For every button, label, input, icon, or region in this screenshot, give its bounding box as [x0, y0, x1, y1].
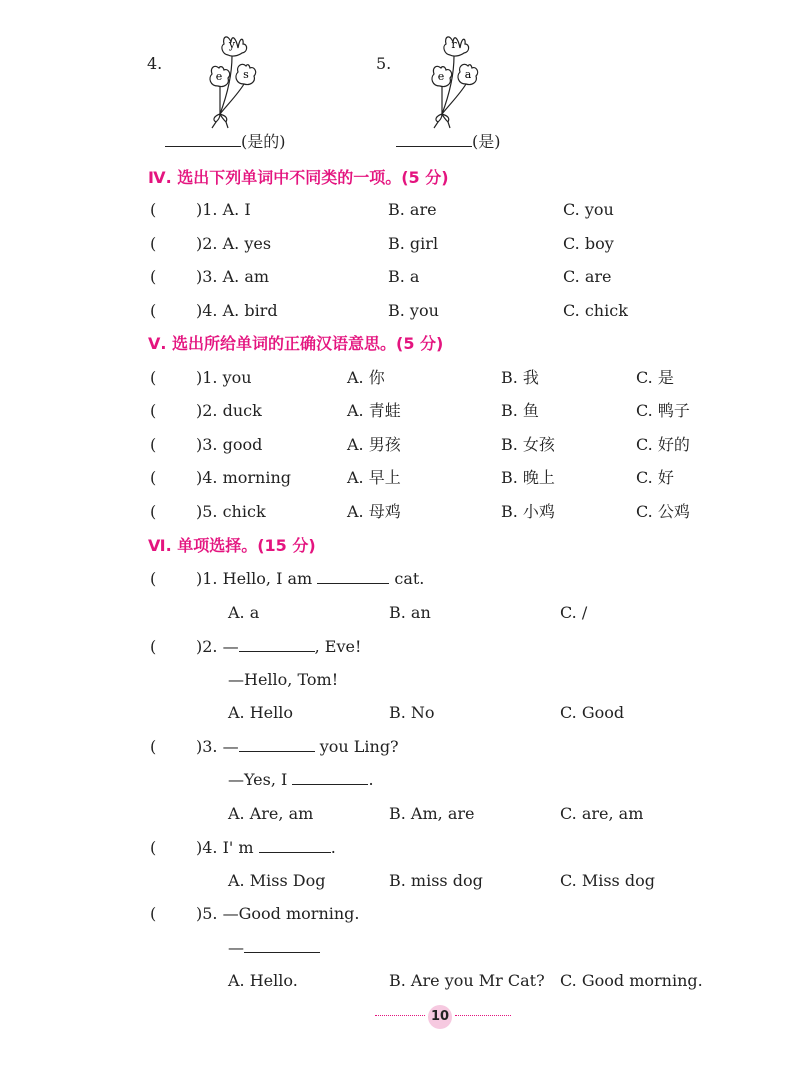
- question-text: )4. A. bird: [196, 301, 278, 320]
- answer-blank[interactable]: [239, 737, 315, 752]
- balloon-letter: r: [451, 38, 457, 51]
- section-4-title: Ⅳ. 选出下列单词中不同类的一项。(5 分): [148, 168, 449, 187]
- answer-paren[interactable]: (: [150, 737, 157, 756]
- balloon-letter: e: [437, 70, 445, 83]
- option-b: B. Am, are: [389, 804, 475, 823]
- question-text: )3. A. am: [196, 267, 270, 286]
- balloon-letter: a: [464, 68, 472, 81]
- dialogue-line: —Hello, Tom!: [228, 670, 339, 689]
- option-a: A. 你: [347, 368, 385, 387]
- answer-paren[interactable]: (: [150, 904, 157, 923]
- footer-divider-left: [375, 1015, 425, 1016]
- option-b: B. are: [388, 200, 437, 219]
- section-5-title: Ⅴ. 选出所给单词的正确汉语意思。(5 分): [148, 334, 444, 353]
- option-a: A. 青蛙: [347, 401, 401, 420]
- option-b: B. an: [389, 603, 431, 622]
- question-text: )1. Hello, I am cat.: [196, 569, 425, 588]
- answer-paren[interactable]: (: [150, 301, 157, 320]
- answer-paren[interactable]: (: [150, 267, 157, 286]
- question-text: )1. A. I: [196, 200, 251, 219]
- answer-blank[interactable]: [239, 637, 315, 652]
- dialogue-line: —Yes, I .: [228, 770, 374, 789]
- option-c: C. Good: [560, 703, 625, 722]
- option-c: C. /: [560, 603, 588, 622]
- option-c: C. 好的: [636, 435, 690, 454]
- answer-paren[interactable]: (: [150, 569, 157, 588]
- answer-paren[interactable]: (: [150, 502, 157, 521]
- answer-paren[interactable]: (: [150, 200, 157, 219]
- option-c: C. Good morning.: [560, 971, 703, 990]
- answer-paren[interactable]: (: [150, 401, 157, 420]
- option-a: A. Hello.: [228, 971, 298, 990]
- option-a: A. Miss Dog: [228, 871, 326, 890]
- balloon-letter: y: [228, 38, 236, 51]
- option-b: B. you: [388, 301, 439, 320]
- item-5-answer: (是): [396, 132, 501, 152]
- option-a: A. a: [228, 603, 260, 622]
- option-c: C. 是: [636, 368, 674, 387]
- dialogue-line: —: [228, 938, 320, 958]
- option-a: A. 男孩: [347, 435, 401, 454]
- answer-paren[interactable]: (: [150, 468, 157, 487]
- question-text: )5. —Good morning.: [196, 904, 360, 923]
- option-a: A. 母鸡: [347, 502, 401, 521]
- balloon-cluster-4: [198, 28, 268, 132]
- item-4-answer: (是的): [165, 132, 286, 152]
- option-c: C. are: [563, 267, 612, 286]
- item-4-number: 4.: [147, 54, 163, 73]
- question-text: )5. chick: [196, 502, 266, 521]
- question-text: )2. — , Eve!: [196, 637, 362, 656]
- balloon-cluster-5: [420, 28, 490, 132]
- option-c: C. chick: [563, 301, 628, 320]
- option-c: C. 公鸡: [636, 502, 690, 521]
- item-5-number: 5.: [376, 54, 392, 73]
- question-text: )3. — you Ling?: [196, 737, 399, 756]
- answer-paren[interactable]: (: [150, 368, 157, 387]
- option-a: A. 早上: [347, 468, 401, 487]
- option-c: C. 好: [636, 468, 674, 487]
- option-b: B. miss dog: [389, 871, 483, 890]
- option-b: B. 晚上: [501, 468, 555, 487]
- option-b: B. a: [388, 267, 420, 286]
- option-b: B. girl: [388, 234, 439, 253]
- option-b: B. 我: [501, 368, 539, 387]
- question-text: )4. morning: [196, 468, 292, 487]
- question-text: )2. duck: [196, 401, 262, 420]
- option-c: C. you: [563, 200, 614, 219]
- option-b: B. Are you Mr Cat?: [389, 971, 545, 990]
- question-text: )3. good: [196, 435, 263, 454]
- question-text: )2. A. yes: [196, 234, 272, 253]
- option-a: A. Are, am: [228, 804, 314, 823]
- question-text: )4. I' m .: [196, 838, 336, 857]
- answer-blank[interactable]: [244, 938, 320, 953]
- section-6-title: Ⅵ. 单项选择。(15 分): [148, 536, 316, 555]
- option-b: B. 小鸡: [501, 502, 555, 521]
- balloon-letter: s: [243, 68, 249, 81]
- answer-paren[interactable]: (: [150, 838, 157, 857]
- answer-blank[interactable]: [165, 132, 241, 147]
- answer-blank[interactable]: [396, 132, 472, 147]
- option-b: B. 女孩: [501, 435, 555, 454]
- balloon-letter: e: [215, 70, 223, 83]
- answer-paren[interactable]: (: [150, 435, 157, 454]
- answer-paren[interactable]: (: [150, 234, 157, 253]
- answer-blank[interactable]: [317, 569, 389, 584]
- option-b: B. 鱼: [501, 401, 539, 420]
- page-number: 10: [428, 1005, 452, 1029]
- option-b: B. No: [389, 703, 435, 722]
- question-text: )1. you: [196, 368, 252, 387]
- option-c: C. are, am: [560, 804, 644, 823]
- option-c: C. boy: [563, 234, 614, 253]
- option-c: C. 鸭子: [636, 401, 690, 420]
- answer-paren[interactable]: (: [150, 637, 157, 656]
- option-a: A. Hello: [228, 703, 294, 722]
- footer-divider-right: [455, 1015, 511, 1016]
- option-c: C. Miss dog: [560, 871, 655, 890]
- answer-blank[interactable]: [292, 770, 368, 785]
- answer-blank[interactable]: [259, 838, 331, 853]
